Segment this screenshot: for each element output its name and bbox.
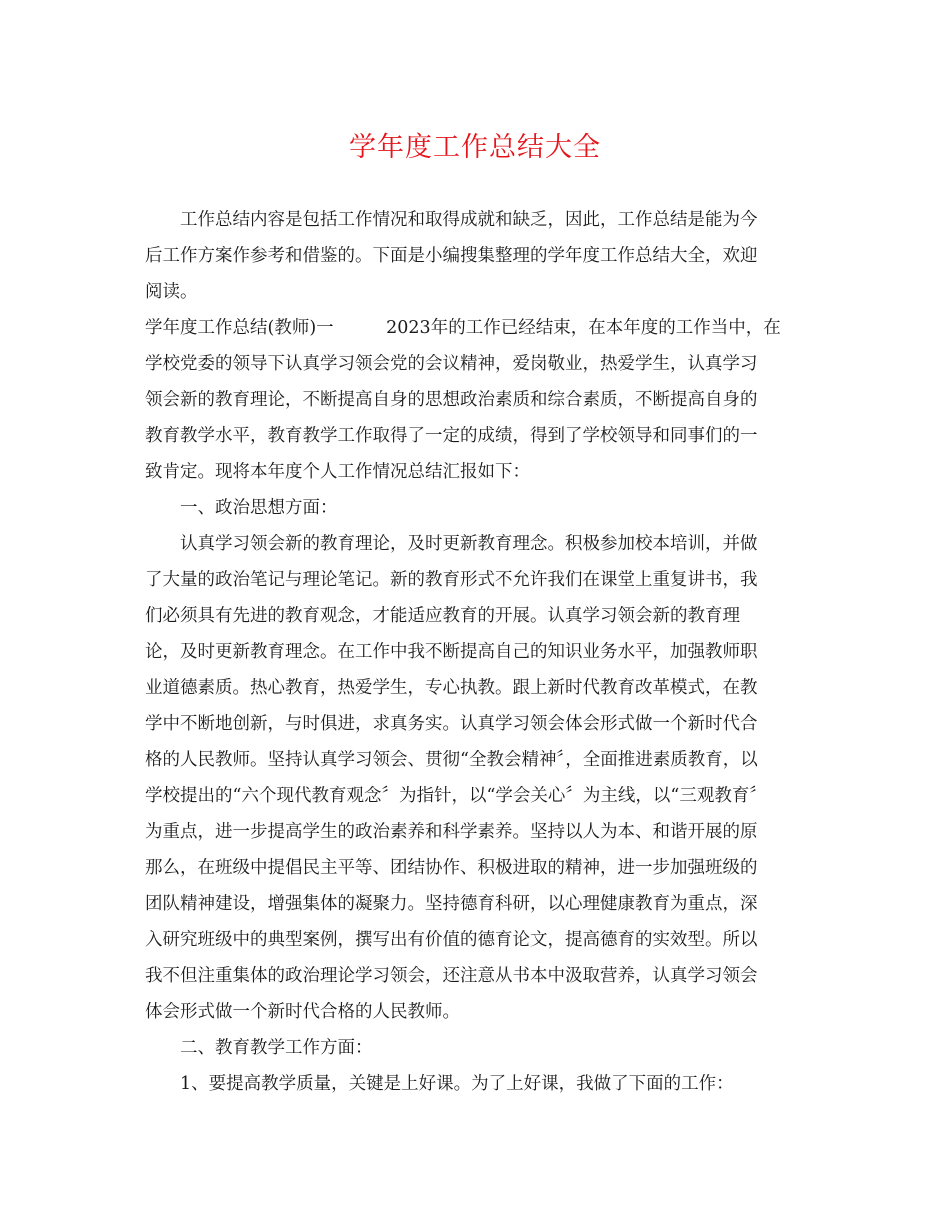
text-line: 论，及时更新教育理念。在工作中我不断提高自己的知识业务水平，加强教师职	[145, 642, 758, 662]
document-title: 学年度工作总结大全	[349, 132, 601, 163]
text-line: 入研究班级中的典型案例，撰写出有价值的德育论文，提高德育的实效型。所以	[145, 930, 758, 950]
text-line: 业道德素质。热心教育，热爱学生，专心执教。跟上新时代教育改革模式，在教	[145, 678, 758, 698]
text-line: 1、要提高教学质量，关键是上好课。为了上好课，我做了下面的工作：	[145, 1074, 734, 1094]
text-line: 那么，在班级中提倡民主平等、团结协作、积极进取的精神，进一步加强班级的	[145, 858, 758, 878]
text-line: 认真学习领会新的教育理论，及时更新教育理念。积极参加校本培训，并做	[145, 534, 758, 554]
text-line: 领会新的教育理论，不断提高自身的思想政治素质和综合素质，不断提高自身的	[145, 390, 758, 410]
text-line: 团队精神建设，增强集体的凝聚力。坚持德育科研，以心理健康教育为重点，深	[145, 894, 758, 914]
text-line: 为重点，进一步提高学生的政治素养和科学素养。坚持以人为本、和谐开展的原	[145, 822, 758, 842]
text-line: 工作总结内容是包括工作情况和取得成就和缺乏，因此，工作总结是能为今	[145, 210, 758, 230]
text-line: 了大量的政治笔记与理论笔记。新的教育形式不允许我们在课堂上重复讲书，我	[145, 570, 758, 590]
text-line: 致肯定。现将本年度个人工作情况总结汇报如下：	[145, 462, 530, 482]
text-line: 后工作方案作参考和借鉴的。下面是小编搜集整理的学年度工作总结大全，欢迎	[145, 246, 758, 266]
text-line: 学校提出的“六个现代教育观念〞为指针，以“学会关心〞为主线，以“三观教育〞	[145, 786, 767, 806]
text-line: 格的人民教师。坚持认真学习领会、贯彻“全教会精神〞，全面推进素质教育，以	[145, 750, 758, 770]
text-line: 一、政治思想方面：	[145, 498, 338, 518]
text-line: 二、教育教学工作方面：	[145, 1038, 373, 1058]
document-body	[145, 202, 805, 1102]
text-line: 学校党委的领导下认真学习领会党的会议精神，爱岗敬业，热爱学生，认真学习	[145, 354, 758, 374]
text-line: 教育教学水平，教育教学工作取得了一定的成绩，得到了学校领导和同事们的一	[145, 426, 758, 446]
text-line: 学中不断地创新，与时俱进，求真务实。认真学习领会体会形式做一个新时代合	[145, 714, 758, 734]
text-line: 阅读。	[145, 282, 198, 302]
text-line: 体会形式做一个新时代合格的人民教师。	[145, 1002, 460, 1022]
text-line: 学年度工作总结(教师)一 2023年的工作已经结束，在本年度的工作当中，在	[145, 318, 781, 338]
text-line: 们必须具有先进的教育观念，才能适应教育的开展。认真学习领会新的教育理	[145, 606, 740, 626]
text-line: 我不但注重集体的政治理论学习领会，还注意从书本中汲取营养，认真学习领会	[145, 966, 758, 986]
